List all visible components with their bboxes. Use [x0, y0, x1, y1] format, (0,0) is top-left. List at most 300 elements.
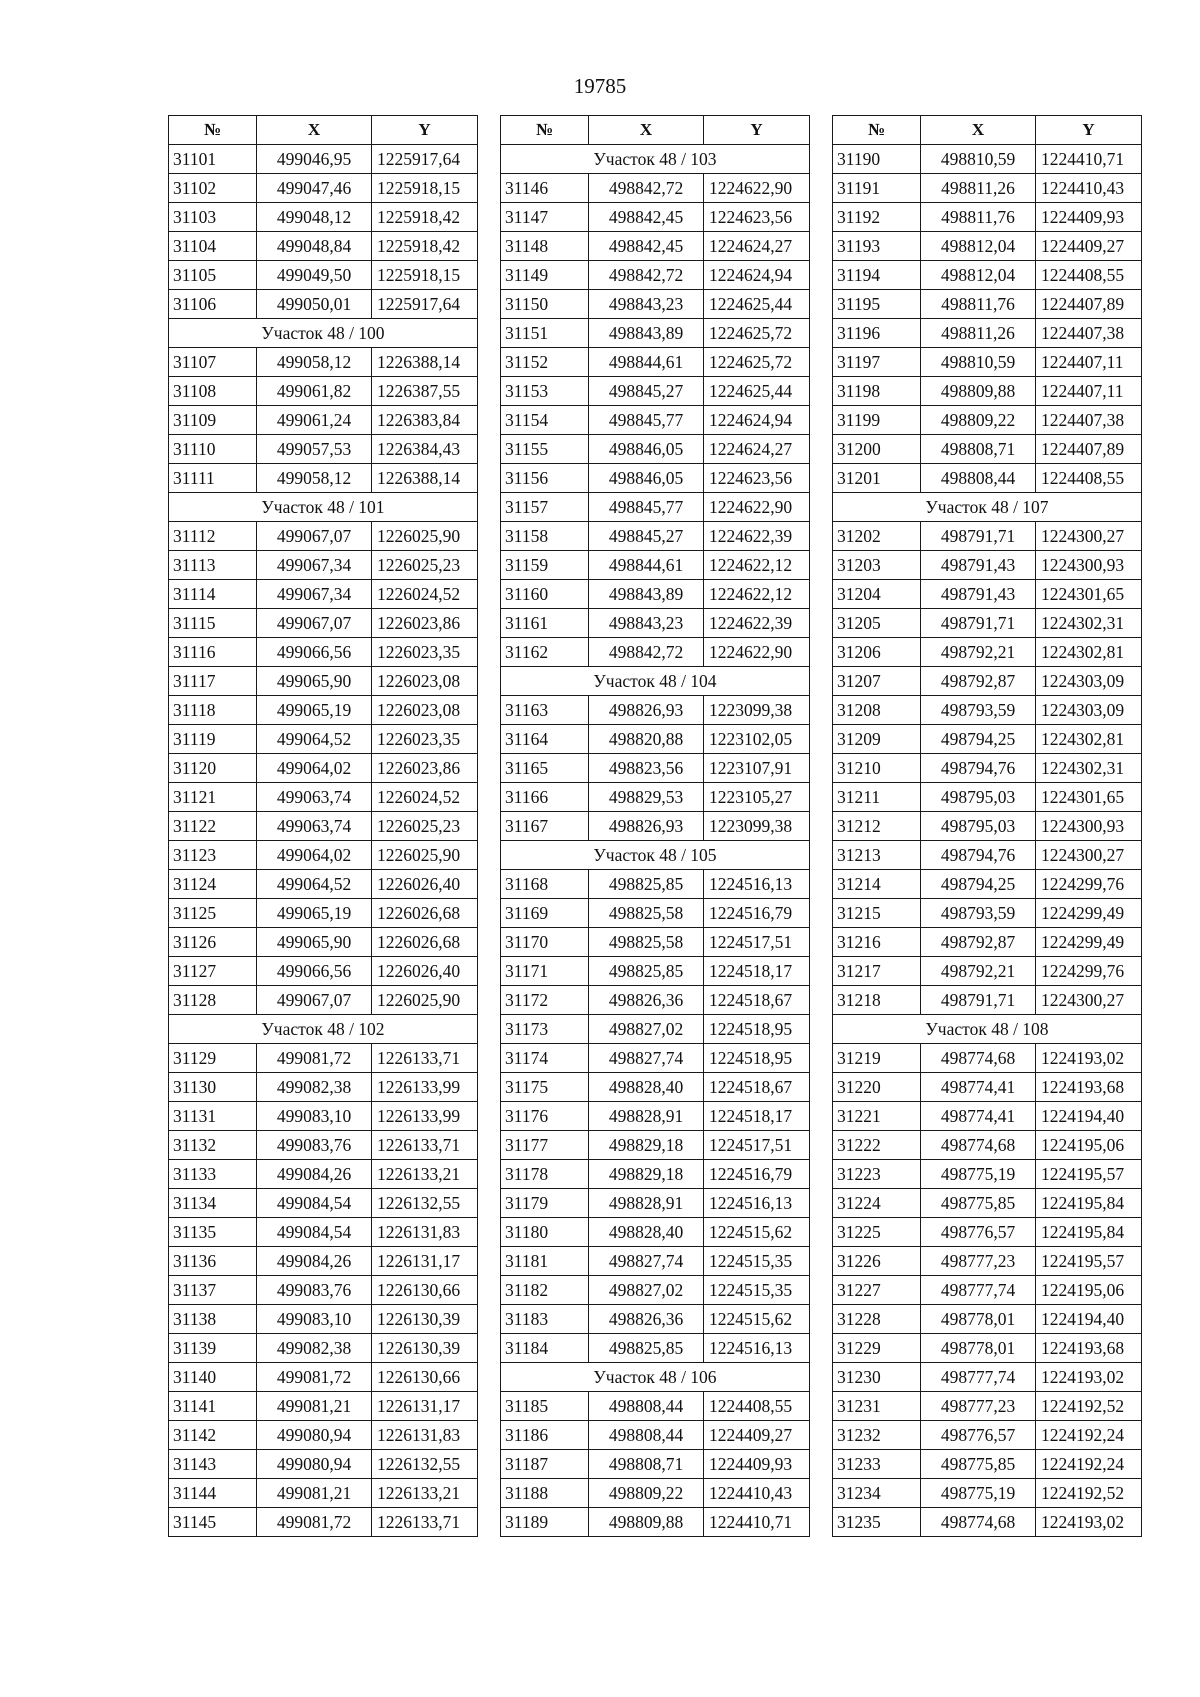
table-row [501, 174, 810, 203]
y-coordinate-cell: 1226388,14 [372, 348, 478, 377]
table-row [501, 1189, 810, 1218]
x-coordinate-cell: 498825,85 [589, 870, 704, 899]
point-number-cell: 31217 [833, 957, 921, 986]
y-coordinate-cell: 1223102,05 [704, 725, 810, 754]
table-row [169, 1305, 478, 1334]
point-number-cell: 31210 [833, 754, 921, 783]
x-coordinate-cell: 499066,56 [257, 638, 372, 667]
x-coordinate-cell: 499057,53 [257, 435, 372, 464]
table-row [501, 1131, 810, 1160]
table-row [169, 406, 478, 435]
x-coordinate-cell: 498826,36 [589, 1305, 704, 1334]
y-coordinate-cell: 1226133,99 [372, 1073, 478, 1102]
header-y: Y [704, 116, 810, 145]
x-coordinate-cell: 498791,71 [921, 522, 1036, 551]
table-row [833, 1305, 1142, 1334]
table-row [169, 1160, 478, 1189]
point-number-cell: 31133 [169, 1160, 257, 1189]
y-coordinate-cell: 1226133,21 [372, 1160, 478, 1189]
y-coordinate-cell: 1226023,35 [372, 725, 478, 754]
table-header-row [501, 116, 810, 145]
y-coordinate-cell: 1224517,51 [704, 1131, 810, 1160]
point-number-cell: 31197 [833, 348, 921, 377]
table-row [169, 609, 478, 638]
x-coordinate-cell: 499081,21 [257, 1479, 372, 1508]
x-coordinate-cell: 498774,68 [921, 1508, 1036, 1537]
point-number-cell: 31160 [501, 580, 589, 609]
point-number-cell: 31124 [169, 870, 257, 899]
y-coordinate-cell: 1226023,35 [372, 638, 478, 667]
x-coordinate-cell: 498829,18 [589, 1131, 704, 1160]
table-row [169, 1421, 478, 1450]
point-number-cell: 31211 [833, 783, 921, 812]
table-row [169, 522, 478, 551]
y-coordinate-cell: 1224625,72 [704, 319, 810, 348]
x-coordinate-cell: 498823,56 [589, 754, 704, 783]
x-coordinate-cell: 498795,03 [921, 812, 1036, 841]
table-row [501, 638, 810, 667]
y-coordinate-cell: 1226023,86 [372, 609, 478, 638]
y-coordinate-cell: 1224299,49 [1036, 928, 1142, 957]
table-row [169, 1450, 478, 1479]
x-coordinate-cell: 499049,50 [257, 261, 372, 290]
table-row [169, 667, 478, 696]
y-coordinate-cell: 1226132,55 [372, 1450, 478, 1479]
y-coordinate-cell: 1224515,62 [704, 1305, 810, 1334]
point-number-cell: 31151 [501, 319, 589, 348]
table-row [501, 522, 810, 551]
x-coordinate-cell: 498775,85 [921, 1450, 1036, 1479]
table-row [833, 1044, 1142, 1073]
table-row [501, 464, 810, 493]
point-number-cell: 31200 [833, 435, 921, 464]
point-number-cell: 31105 [169, 261, 257, 290]
y-coordinate-cell: 1224518,17 [704, 1102, 810, 1131]
y-coordinate-cell: 1226026,40 [372, 957, 478, 986]
section-title: Участок 48 / 108 [833, 1015, 1142, 1044]
x-coordinate-cell: 499065,90 [257, 928, 372, 957]
table-row [501, 812, 810, 841]
y-coordinate-cell: 1226130,66 [372, 1363, 478, 1392]
y-coordinate-cell: 1224622,90 [704, 174, 810, 203]
point-number-cell: 31126 [169, 928, 257, 957]
table-row [501, 1015, 810, 1044]
table-row [833, 319, 1142, 348]
table-row [833, 1508, 1142, 1537]
point-number-cell: 31118 [169, 696, 257, 725]
y-coordinate-cell: 1224193,68 [1036, 1334, 1142, 1363]
table-row [833, 435, 1142, 464]
y-coordinate-cell: 1224195,06 [1036, 1276, 1142, 1305]
table-row [501, 1479, 810, 1508]
x-coordinate-cell: 498844,61 [589, 348, 704, 377]
point-number-cell: 31129 [169, 1044, 257, 1073]
x-coordinate-cell: 498774,68 [921, 1131, 1036, 1160]
point-number-cell: 31182 [501, 1276, 589, 1305]
x-coordinate-cell: 499047,46 [257, 174, 372, 203]
table-row [833, 551, 1142, 580]
section-row [833, 493, 1142, 522]
x-coordinate-cell: 498775,19 [921, 1479, 1036, 1508]
table-row [833, 1276, 1142, 1305]
point-number-cell: 31111 [169, 464, 257, 493]
table-row [501, 754, 810, 783]
point-number-cell: 31201 [833, 464, 921, 493]
point-number-cell: 31216 [833, 928, 921, 957]
y-coordinate-cell: 1224302,81 [1036, 725, 1142, 754]
x-coordinate-cell: 498842,45 [589, 203, 704, 232]
x-coordinate-cell: 498846,05 [589, 435, 704, 464]
table-row [833, 638, 1142, 667]
table-row [833, 609, 1142, 638]
point-number-cell: 31125 [169, 899, 257, 928]
y-coordinate-cell: 1224516,13 [704, 870, 810, 899]
x-coordinate-cell: 499081,72 [257, 1044, 372, 1073]
point-number-cell: 31228 [833, 1305, 921, 1334]
y-coordinate-cell: 1224195,84 [1036, 1189, 1142, 1218]
x-coordinate-cell: 499065,19 [257, 696, 372, 725]
x-coordinate-cell: 498794,76 [921, 754, 1036, 783]
point-number-cell: 31222 [833, 1131, 921, 1160]
x-coordinate-cell: 498776,57 [921, 1421, 1036, 1450]
point-number-cell: 31134 [169, 1189, 257, 1218]
y-coordinate-cell: 1226025,90 [372, 841, 478, 870]
y-coordinate-cell: 1226024,52 [372, 580, 478, 609]
x-coordinate-cell: 499082,38 [257, 1073, 372, 1102]
x-coordinate-cell: 499058,12 [257, 464, 372, 493]
table-row [501, 783, 810, 812]
x-coordinate-cell: 498778,01 [921, 1334, 1036, 1363]
point-number-cell: 31229 [833, 1334, 921, 1363]
x-coordinate-cell: 498811,26 [921, 319, 1036, 348]
y-coordinate-cell: 1226130,39 [372, 1305, 478, 1334]
table-row [169, 870, 478, 899]
point-number-cell: 31153 [501, 377, 589, 406]
y-coordinate-cell: 1225917,64 [372, 145, 478, 174]
x-coordinate-cell: 498809,88 [921, 377, 1036, 406]
x-coordinate-cell: 499064,02 [257, 754, 372, 783]
point-number-cell: 31101 [169, 145, 257, 174]
y-coordinate-cell: 1226133,71 [372, 1508, 478, 1537]
x-coordinate-cell: 499067,07 [257, 609, 372, 638]
y-coordinate-cell: 1224625,72 [704, 348, 810, 377]
table-row [169, 1102, 478, 1131]
x-coordinate-cell: 499058,12 [257, 348, 372, 377]
x-coordinate-cell: 498793,59 [921, 696, 1036, 725]
x-coordinate-cell: 498810,59 [921, 145, 1036, 174]
point-number-cell: 31193 [833, 232, 921, 261]
y-coordinate-cell: 1224299,76 [1036, 957, 1142, 986]
point-number-cell: 31191 [833, 174, 921, 203]
y-coordinate-cell: 1224193,02 [1036, 1508, 1142, 1537]
point-number-cell: 31184 [501, 1334, 589, 1363]
y-coordinate-cell: 1224409,93 [704, 1450, 810, 1479]
y-coordinate-cell: 1224622,12 [704, 580, 810, 609]
point-number-cell: 31123 [169, 841, 257, 870]
x-coordinate-cell: 498827,02 [589, 1276, 704, 1305]
table-row [501, 1102, 810, 1131]
y-coordinate-cell: 1225918,42 [372, 203, 478, 232]
y-coordinate-cell: 1225917,64 [372, 290, 478, 319]
y-coordinate-cell: 1224301,65 [1036, 580, 1142, 609]
x-coordinate-cell: 498791,71 [921, 986, 1036, 1015]
x-coordinate-cell: 498795,03 [921, 783, 1036, 812]
y-coordinate-cell: 1223099,38 [704, 812, 810, 841]
table-row [501, 261, 810, 290]
x-coordinate-cell: 499048,12 [257, 203, 372, 232]
table-row [501, 928, 810, 957]
point-number-cell: 31132 [169, 1131, 257, 1160]
point-number-cell: 31110 [169, 435, 257, 464]
x-coordinate-cell: 498845,27 [589, 377, 704, 406]
point-number-cell: 31194 [833, 261, 921, 290]
point-number-cell: 31195 [833, 290, 921, 319]
x-coordinate-cell: 498845,77 [589, 406, 704, 435]
x-coordinate-cell: 499081,72 [257, 1508, 372, 1537]
x-coordinate-cell: 498794,25 [921, 725, 1036, 754]
y-coordinate-cell: 1226024,52 [372, 783, 478, 812]
y-coordinate-cell: 1224408,55 [1036, 261, 1142, 290]
table-header-row [833, 116, 1142, 145]
y-coordinate-cell: 1224195,84 [1036, 1218, 1142, 1247]
y-coordinate-cell: 1226130,39 [372, 1334, 478, 1363]
table-row [169, 1508, 478, 1537]
point-number-cell: 31107 [169, 348, 257, 377]
x-coordinate-cell: 499081,21 [257, 1392, 372, 1421]
table-row [833, 1334, 1142, 1363]
x-coordinate-cell: 498812,04 [921, 232, 1036, 261]
table-row [833, 696, 1142, 725]
section-title: Участок 48 / 107 [833, 493, 1142, 522]
point-number-cell: 31109 [169, 406, 257, 435]
section-row [169, 493, 478, 522]
x-coordinate-cell: 498828,91 [589, 1189, 704, 1218]
table-row [501, 1247, 810, 1276]
x-coordinate-cell: 499082,38 [257, 1334, 372, 1363]
table-row [501, 609, 810, 638]
x-coordinate-cell: 498825,85 [589, 957, 704, 986]
point-number-cell: 31157 [501, 493, 589, 522]
table-row [833, 174, 1142, 203]
y-coordinate-cell: 1226133,71 [372, 1131, 478, 1160]
x-coordinate-cell: 498828,40 [589, 1218, 704, 1247]
y-coordinate-cell: 1224299,76 [1036, 870, 1142, 899]
table-row [833, 261, 1142, 290]
y-coordinate-cell: 1224515,35 [704, 1276, 810, 1305]
point-number-cell: 31219 [833, 1044, 921, 1073]
point-number-cell: 31140 [169, 1363, 257, 1392]
point-number-cell: 31152 [501, 348, 589, 377]
table-row [169, 1363, 478, 1392]
y-coordinate-cell: 1224409,27 [1036, 232, 1142, 261]
table-row [169, 841, 478, 870]
point-number-cell: 31206 [833, 638, 921, 667]
point-number-cell: 31173 [501, 1015, 589, 1044]
table-row [833, 1479, 1142, 1508]
y-coordinate-cell: 1224299,49 [1036, 899, 1142, 928]
y-coordinate-cell: 1224300,93 [1036, 812, 1142, 841]
x-coordinate-cell: 499081,72 [257, 1363, 372, 1392]
point-number-cell: 31170 [501, 928, 589, 957]
table-row [501, 1073, 810, 1102]
header-y: Y [1036, 116, 1142, 145]
x-coordinate-cell: 498794,76 [921, 841, 1036, 870]
y-coordinate-cell: 1226131,17 [372, 1392, 478, 1421]
table-row [169, 551, 478, 580]
table-row [169, 1276, 478, 1305]
point-number-cell: 31212 [833, 812, 921, 841]
table-row [501, 1508, 810, 1537]
x-coordinate-cell: 498829,53 [589, 783, 704, 812]
y-coordinate-cell: 1224623,56 [704, 203, 810, 232]
header-number: № [833, 116, 921, 145]
x-coordinate-cell: 498791,71 [921, 609, 1036, 638]
table-row [501, 290, 810, 319]
table-row [833, 464, 1142, 493]
y-coordinate-cell: 1223099,38 [704, 696, 810, 725]
x-coordinate-cell: 499083,10 [257, 1102, 372, 1131]
x-coordinate-cell: 498825,58 [589, 899, 704, 928]
table-row [501, 1450, 810, 1479]
y-coordinate-cell: 1226133,71 [372, 1044, 478, 1073]
table-row [833, 203, 1142, 232]
point-number-cell: 31185 [501, 1392, 589, 1421]
y-coordinate-cell: 1224625,44 [704, 377, 810, 406]
section-row [833, 1015, 1142, 1044]
y-coordinate-cell: 1224622,39 [704, 609, 810, 638]
y-coordinate-cell: 1226023,08 [372, 696, 478, 725]
table-row [501, 435, 810, 464]
point-number-cell: 31181 [501, 1247, 589, 1276]
y-coordinate-cell: 1226131,17 [372, 1247, 478, 1276]
table-row [169, 1044, 478, 1073]
x-coordinate-cell: 499067,34 [257, 551, 372, 580]
point-number-cell: 31121 [169, 783, 257, 812]
x-coordinate-cell: 499083,76 [257, 1276, 372, 1305]
x-coordinate-cell: 498809,22 [921, 406, 1036, 435]
table-row [833, 957, 1142, 986]
point-number-cell: 31196 [833, 319, 921, 348]
x-coordinate-cell: 498776,57 [921, 1218, 1036, 1247]
x-coordinate-cell: 498828,40 [589, 1073, 704, 1102]
x-coordinate-cell: 499080,94 [257, 1421, 372, 1450]
section-title: Участок 48 / 105 [501, 841, 810, 870]
point-number-cell: 31144 [169, 1479, 257, 1508]
table-row [833, 841, 1142, 870]
table-row [501, 725, 810, 754]
table-row [501, 1334, 810, 1363]
y-coordinate-cell: 1226133,99 [372, 1102, 478, 1131]
x-coordinate-cell: 498828,91 [589, 1102, 704, 1131]
x-coordinate-cell: 498774,41 [921, 1073, 1036, 1102]
point-number-cell: 31232 [833, 1421, 921, 1450]
table-row [501, 406, 810, 435]
point-number-cell: 31169 [501, 899, 589, 928]
header-number: № [169, 116, 257, 145]
point-number-cell: 31127 [169, 957, 257, 986]
point-number-cell: 31171 [501, 957, 589, 986]
y-coordinate-cell: 1224410,71 [704, 1508, 810, 1537]
y-coordinate-cell: 1224300,27 [1036, 986, 1142, 1015]
point-number-cell: 31234 [833, 1479, 921, 1508]
x-coordinate-cell: 498809,88 [589, 1508, 704, 1537]
table-row [501, 986, 810, 1015]
x-coordinate-cell: 498774,41 [921, 1102, 1036, 1131]
y-coordinate-cell: 1224407,38 [1036, 319, 1142, 348]
point-number-cell: 31214 [833, 870, 921, 899]
y-coordinate-cell: 1226132,55 [372, 1189, 478, 1218]
table-row [501, 1421, 810, 1450]
y-coordinate-cell: 1226025,90 [372, 986, 478, 1015]
x-coordinate-cell: 498842,45 [589, 232, 704, 261]
table-row [169, 580, 478, 609]
point-number-cell: 31117 [169, 667, 257, 696]
x-coordinate-cell: 499084,54 [257, 1189, 372, 1218]
y-coordinate-cell: 1224192,24 [1036, 1450, 1142, 1479]
section-row [501, 145, 810, 174]
header-x: X [589, 116, 704, 145]
y-coordinate-cell: 1226026,40 [372, 870, 478, 899]
point-number-cell: 31192 [833, 203, 921, 232]
point-number-cell: 31119 [169, 725, 257, 754]
y-coordinate-cell: 1224407,11 [1036, 377, 1142, 406]
x-coordinate-cell: 498792,21 [921, 638, 1036, 667]
point-number-cell: 31209 [833, 725, 921, 754]
table-row [833, 899, 1142, 928]
point-number-cell: 31225 [833, 1218, 921, 1247]
point-number-cell: 31150 [501, 290, 589, 319]
y-coordinate-cell: 1225918,15 [372, 174, 478, 203]
section-title: Участок 48 / 106 [501, 1363, 810, 1392]
table-row [501, 1044, 810, 1073]
table-row [833, 754, 1142, 783]
y-coordinate-cell: 1224302,81 [1036, 638, 1142, 667]
y-coordinate-cell: 1224194,40 [1036, 1102, 1142, 1131]
y-coordinate-cell: 1226131,83 [372, 1218, 478, 1247]
table-row [169, 203, 478, 232]
y-coordinate-cell: 1225918,15 [372, 261, 478, 290]
point-number-cell: 31141 [169, 1392, 257, 1421]
table-row [501, 493, 810, 522]
section-row [501, 1363, 810, 1392]
header-y: Y [372, 116, 478, 145]
section-row [169, 1015, 478, 1044]
table-row [833, 1218, 1142, 1247]
point-number-cell: 31103 [169, 203, 257, 232]
point-number-cell: 31218 [833, 986, 921, 1015]
section-title: Участок 48 / 103 [501, 145, 810, 174]
point-number-cell: 31106 [169, 290, 257, 319]
table-row [169, 725, 478, 754]
point-number-cell: 31176 [501, 1102, 589, 1131]
point-number-cell: 31154 [501, 406, 589, 435]
x-coordinate-cell: 499080,94 [257, 1450, 372, 1479]
point-number-cell: 31223 [833, 1160, 921, 1189]
point-number-cell: 31137 [169, 1276, 257, 1305]
x-coordinate-cell: 499063,74 [257, 812, 372, 841]
table-row [169, 754, 478, 783]
table-row [501, 377, 810, 406]
table-row [833, 1392, 1142, 1421]
x-coordinate-cell: 499083,76 [257, 1131, 372, 1160]
point-number-cell: 31116 [169, 638, 257, 667]
y-coordinate-cell: 1224518,95 [704, 1044, 810, 1073]
table-row [169, 928, 478, 957]
point-number-cell: 31155 [501, 435, 589, 464]
table-row [169, 464, 478, 493]
table-row [833, 812, 1142, 841]
table-row [501, 1305, 810, 1334]
